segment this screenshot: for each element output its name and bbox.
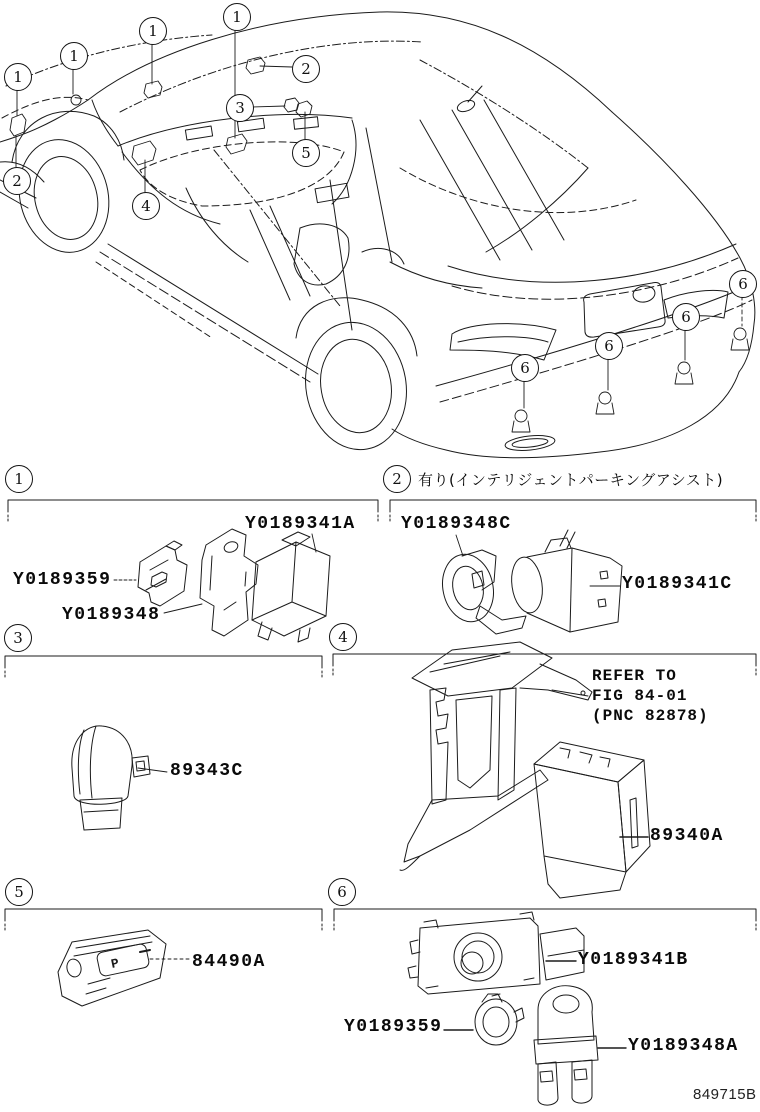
section-2-note: 有り(インテリジェントパーキングアシスト) [418,471,724,489]
part-label-89340a: 89340A [650,826,724,846]
section-3-number: 3 [4,624,32,652]
car-side-lines [96,128,482,382]
part-label-y0189341a: Y0189341A [245,514,356,534]
callout-1-cowl-left: 1 [60,42,88,70]
callout-leaders [10,29,749,432]
part-sketch-89343c-buzzer [72,726,150,830]
switch-button-glyph: P [109,955,121,972]
callout-1-dash-left: 1 [139,17,167,45]
car-rear-bumper [436,286,752,453]
section-5-number: 5 [5,878,33,906]
callout-1-front-fender: 1 [4,63,32,91]
section-1-number: 1 [5,465,33,493]
section-1-bracket [8,500,378,512]
callout-4-footwell: 4 [132,192,160,220]
section-2-number: 2 [383,465,411,493]
section-4-number: 4 [329,623,357,651]
part-sketch-84490a-switch [58,930,166,1006]
car-body-outline [0,12,755,458]
callout-3-console: 3 [226,94,254,122]
refer-note-line1: REFER TO [592,667,677,685]
refer-note-line3: (PNC 82878) [592,707,709,725]
section-2-bracket [390,500,756,512]
refer-note-line2: FIG 84-01 [592,687,688,705]
callout-2-dash-right: 2 [292,55,320,83]
callout-6-bumper-d: 6 [729,270,757,298]
part-label-y0189341b: Y0189341B [578,950,689,970]
part-label-y0189348c: Y0189348C [401,514,512,534]
part-label-y0189341c: Y0189341C [622,574,733,594]
figure-code: 849715B [693,1086,757,1103]
part-sketch-y0189348-bracket [200,529,258,636]
callout-1-dash-center: 1 [223,3,251,31]
refer-note [592,666,709,726]
part-label-y0189359: Y0189359 [13,570,112,590]
section-3-bracket [5,656,322,668]
part-sketch-y0189348a-clamp [534,986,598,1105]
part-sketch-y0189359-clip [138,541,187,606]
part-label-y0189359b: Y0189359 [344,1017,443,1037]
callout-6-bumper-b: 6 [595,332,623,360]
part-label-84490a: 84490A [192,952,266,972]
section-6-number: 6 [328,878,356,906]
car-rear-deck [400,60,738,337]
part-sketch-y0189341b-sensor [408,912,584,994]
part-label-y0189348a: Y0189348A [628,1036,739,1056]
rear-wheel [296,298,417,458]
callout-5-console: 5 [292,139,320,167]
part-sketch-y0189359-retainer [475,994,524,1045]
callout-6-bumper-a: 6 [511,354,539,382]
callout-2-front-fender: 2 [3,167,31,195]
part-sketch-console-bracket [400,642,592,870]
part-label-89343c: 89343C [170,761,244,781]
part-sketch-y0189341a-sensor [252,532,330,642]
section-5-bracket [5,909,322,921]
part-label-y0189348: Y0189348 [62,605,161,625]
roof-antenna [456,86,482,114]
callout-6-bumper-c: 6 [672,303,700,331]
section-6-bracket [334,909,756,921]
part-sketch-89340a-ecu [534,742,650,898]
